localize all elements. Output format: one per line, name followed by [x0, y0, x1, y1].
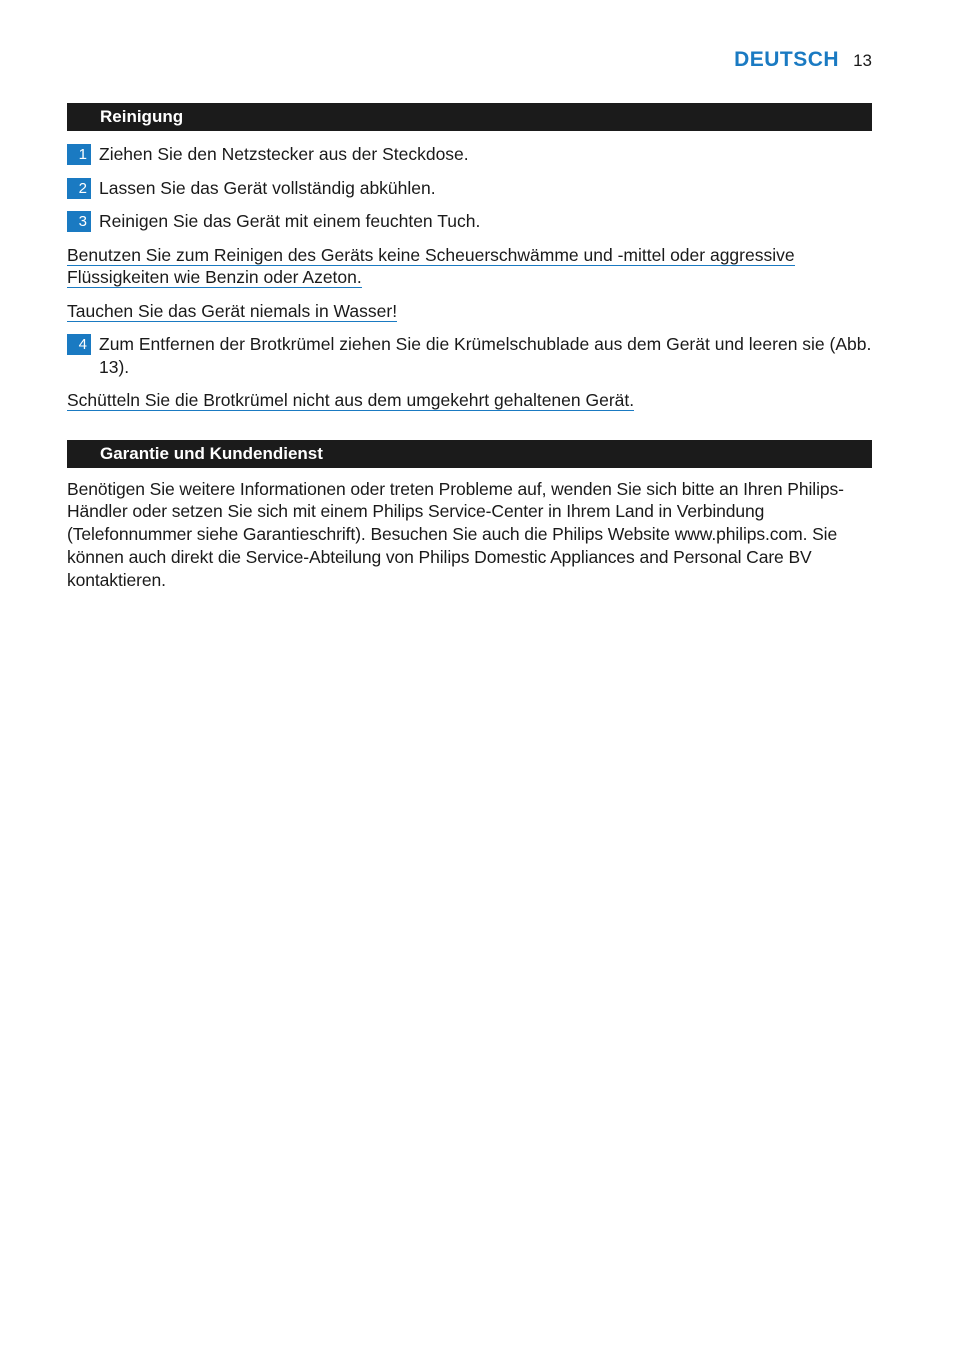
section-heading-garantie: Garantie und Kundendienst: [67, 440, 872, 468]
step-item: [67, 177, 872, 200]
paragraph-text: . Sie können auch direkt die Service-Abteilung von Philips Domestic Appliances and Personal Care BV kontaktieren.: [67, 524, 838, 590]
paragraph-text: Benötigen Sie weitere Informationen oder treten Probleme auf, wenden Sie sich bitte an Ihren Philips-Händler oder setzen Sie sich mit einem Philips Service-Center in Ihrem Land in Verbindung (Telefonnummer siehe Garantieschrift). Besuchen Sie auch die Philips Website: [67, 478, 844, 545]
warning-shaking: [67, 389, 872, 412]
step-item: [67, 210, 872, 233]
step-item: [67, 333, 872, 378]
step-text: Zum Entfernen der Brotkrümel ziehen Sie die Krümelschublade aus dem Gerät und leeren sie (Abb. 13).: [99, 334, 872, 377]
warning-abrasives: [67, 244, 872, 289]
step-text: Reinigen Sie das Gerät mit einem feuchten Tuch.: [99, 211, 481, 231]
step-text: Ziehen Sie den Netzstecker aus der Steckdose.: [99, 144, 469, 164]
page-content: [67, 103, 872, 591]
section-guarantee: [67, 440, 872, 592]
step-number: 3: [67, 211, 91, 232]
step-item: [67, 143, 872, 166]
guarantee-paragraph: [67, 478, 872, 592]
step-number: 2: [67, 178, 91, 199]
warning-text: Tauchen Sie das Gerät niemals in Wasser!: [67, 300, 398, 321]
language-label: DEUTSCH: [734, 48, 840, 71]
step-number: 1: [67, 144, 91, 165]
step-number: 4: [67, 334, 91, 355]
page-header: [734, 48, 872, 72]
warning-text: Schütteln Sie die Brotkrümel nicht aus dem umgekehrt gehaltenen Gerät.: [67, 390, 635, 410]
section-heading-reinigung: Reinigung: [67, 103, 872, 131]
website-link[interactable]: www.philips.com: [674, 524, 803, 545]
warning-water: [67, 300, 872, 323]
step-text: Lassen Sie das Gerät vollständig abkühlen.: [99, 177, 436, 198]
warning-text: Benutzen Sie zum Reinigen des Geräts keine Scheuerschwämme und -mittel oder aggressive Flüssigkeiten wie Benzin oder Azeton.: [67, 244, 795, 287]
cleaning-steps: [67, 143, 872, 412]
page-number: 13: [853, 51, 872, 70]
